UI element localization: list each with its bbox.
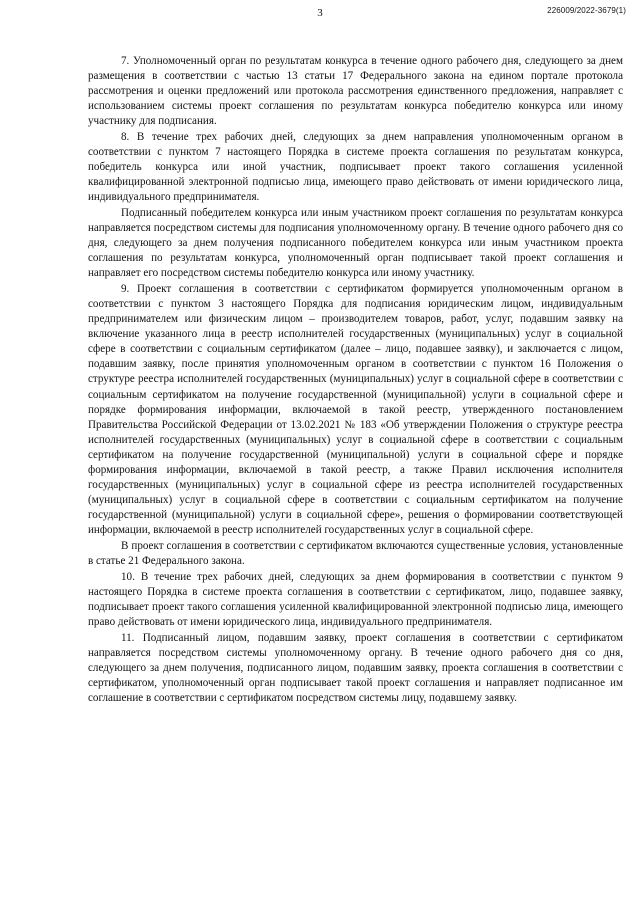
paragraph-item-7: 7. Уполномоченный орган по результатам конкурса в течение одного рабочего дня, следующего за днем размещения в соответствии с частью 13 статьи 17 Федерального закона на едином портале протокола рассмотрения и оценки предложений или протокола рассмотрения единственного предложения, направляет с использованием системы проект соглашения по результатам конкурса победителю конкурса или иному участнику для подписания. [88, 55, 623, 128]
paragraph-item-8-continued: Подписанный победителем конкурса или иным участником проект соглашения по результатам конкурса направляется посредством системы для подписания уполномоченному органу. В течение одного рабочего дня со дня, следующего за днем получения подписанного победителем конкурса или иным участником проекта соглашения по результатам конкурса, уполномоченный орган подписывает такой проект соглашения и направляет его посредством системы победителю конкурса или иному участнику. [88, 206, 623, 280]
paragraph-item-8: 8. В течение трех рабочих дней, следующих за днем направления уполномоченным органом в соответствии с пунктом 7 настоящего Порядка в системе проекта соглашения по результатам конкурса, победитель конкурса или иной участник, подписывает проект такого соглашения усиленной квалифицированной электронной подписью лица, имеющего право действовать от имени юридического лица, индивидуального предпринимателя. [88, 130, 623, 204]
paragraph-item-9: 9. Проект соглашения в соответствии с сертификатом формируется уполномоченным органом в соответствии с пунктом 3 настоящего Порядка для подписания юридическим лицом, индивидуальным предпринимателем или физическим лицом – производителем товаров, работ, услуг, подавшим заявку на включение указанного лица в реестр исполнителей государственных (муниципальных) услуг в социальной сфере в соответствии с социальным сертификатом (далее – лицо, подавшее заявку), и заключается с лицом, подавшим заявку, после принятия уполномоченным органом в соответствии с пунктом 16 Положения о структуре реестра исполнителей государственных (муниципальных) услуг в социальной сфере в соответствии с социальным сертификатом на получение государственной (муниципальной) услуги в социальной сфере и порядке формирования информации, включаемой в такой реестр, утвержденного постановлением Правительства Российской Федерации от 13.02.2021 № 183 «Об утверждении Положения о структуре реестра исполнителей государственных (муниципальных) услуг в социальной сфере в соответствии с социальным сертификатом на получение государственной (муниципальной) услуги в социальной сфере и порядке формирования информации, включаемой в такой реестр, а также Правил исключения исполнителя государственных (муниципальных) услуг в социальной сфере из реестра исполнителей государственных (муниципальных) услуг в социальной сфере в соответствии с социальным сертификатом на получение государственной (муниципальной) услуги в социальной сфере», решения о формировании соответствующей информации, включаемой в реестр исполнителей государственных услуг в социальной сфере. [88, 282, 623, 537]
document-id: 226009/2022-3679(1) [547, 6, 626, 15]
document-body [88, 54, 623, 706]
page-number: 3 [317, 7, 323, 19]
paragraph-item-10: 10. В течение трех рабочих дней, следующих за днем формирования в соответствии с пунктом 9 настоящего Порядка в системе проекта соглашения в соответствии с сертификатом, лицо, подавшее заявку, подписывает проект такого соглашения усиленной квалифицированной электронной подписью лица, имеющего право действовать от имени юридического лица, индивидуального предпринимателя. [88, 570, 623, 628]
paragraph-item-11: 11. Подписанный лицом, подавшим заявку, проект соглашения в соответствии с сертификатом направляется посредством системы уполномоченному органу. В течение одного рабочего дня со дня, следующего за днем получения, подписанного лицом, подавшим заявку, проекта соглашения в соответствии с сертификатом, уполномоченный орган подписывает такой проект соглашения и направляет подписанное им соглашение в соответствии с сертификатом посредством системы лицу, подавшему заявку. [88, 631, 623, 704]
paragraph-item-9-continued: В проект соглашения в соответствии с сертификатом включаются существенные условия, установленные в статье 21 Федерального закона. [88, 540, 623, 568]
